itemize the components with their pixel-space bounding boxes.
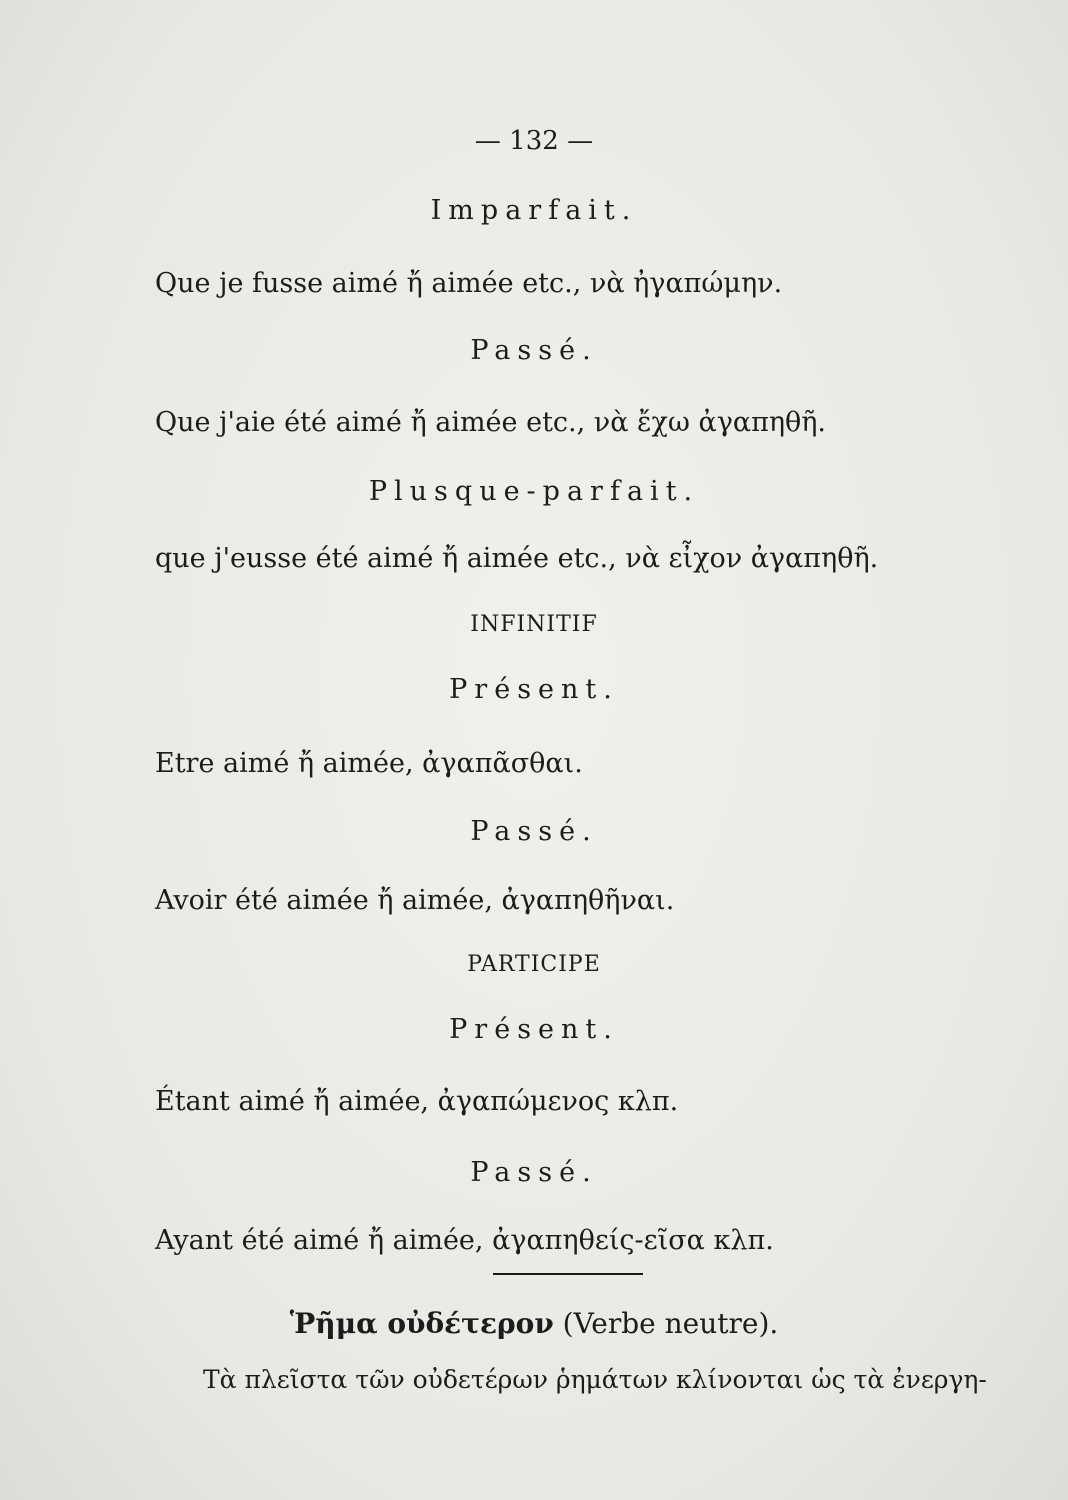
heading-passe: Passé. [470,335,598,366]
verbe-neutre-text: Τὰ πλεῖστα τῶν οὐδετέρων ῥημάτων κλίνονται ὡς τὰ ἐνεργη- [203,1365,987,1394]
heading-imparfait: Imparfait. [430,195,638,226]
section-divider [493,1273,643,1275]
entry-imparfait: Que je fusse aimé ἤ aimée etc., νὰ ἠγαπώμην. [155,268,783,299]
heading-infinitif-passe: Passé. [470,816,598,847]
heading-participe-present: Présent. [449,1014,619,1045]
entry-participe-present: Étant aimé ἤ aimée, ἀγαπώμενος κλπ. [155,1086,679,1117]
entry-passe: Que j'aie été aimé ἤ aimée etc., νὰ ἔχω ἀγαπηθῆ. [155,407,827,438]
entry-plusque-parfait: que j'eusse été aimé ἤ aimée etc., νὰ εἶχον ἀγαπηθῆ. [155,543,879,574]
heading-participe-passe: Passé. [470,1157,598,1188]
entry-infinitif-present: Etre aimé ἤ aimée, ἀγαπᾶσθαι. [155,748,583,779]
verbe-neutre-french-title: (Verbe neutre). [562,1307,779,1340]
label-participe: PARTICIPE [467,952,601,977]
entry-participe-passe: Ayant été aimé ἤ aimée, ἀγαπηθείς-εῖσα κλπ. [155,1225,774,1256]
heading-plusque-parfait: Plusque-parfait. [368,476,700,507]
label-infinitif: INFINITIF [470,612,598,637]
verbe-neutre-greek-title: Ῥῆμα οὐδέτερον [289,1307,554,1340]
verbe-neutre-title [0,1307,1068,1340]
page-number: — 132 — [474,126,594,156]
heading-infinitif-present: Présent. [449,674,619,705]
entry-infinitif-passe: Avoir été aimée ἤ aimée, ἀγαπηθῆναι. [155,885,675,916]
